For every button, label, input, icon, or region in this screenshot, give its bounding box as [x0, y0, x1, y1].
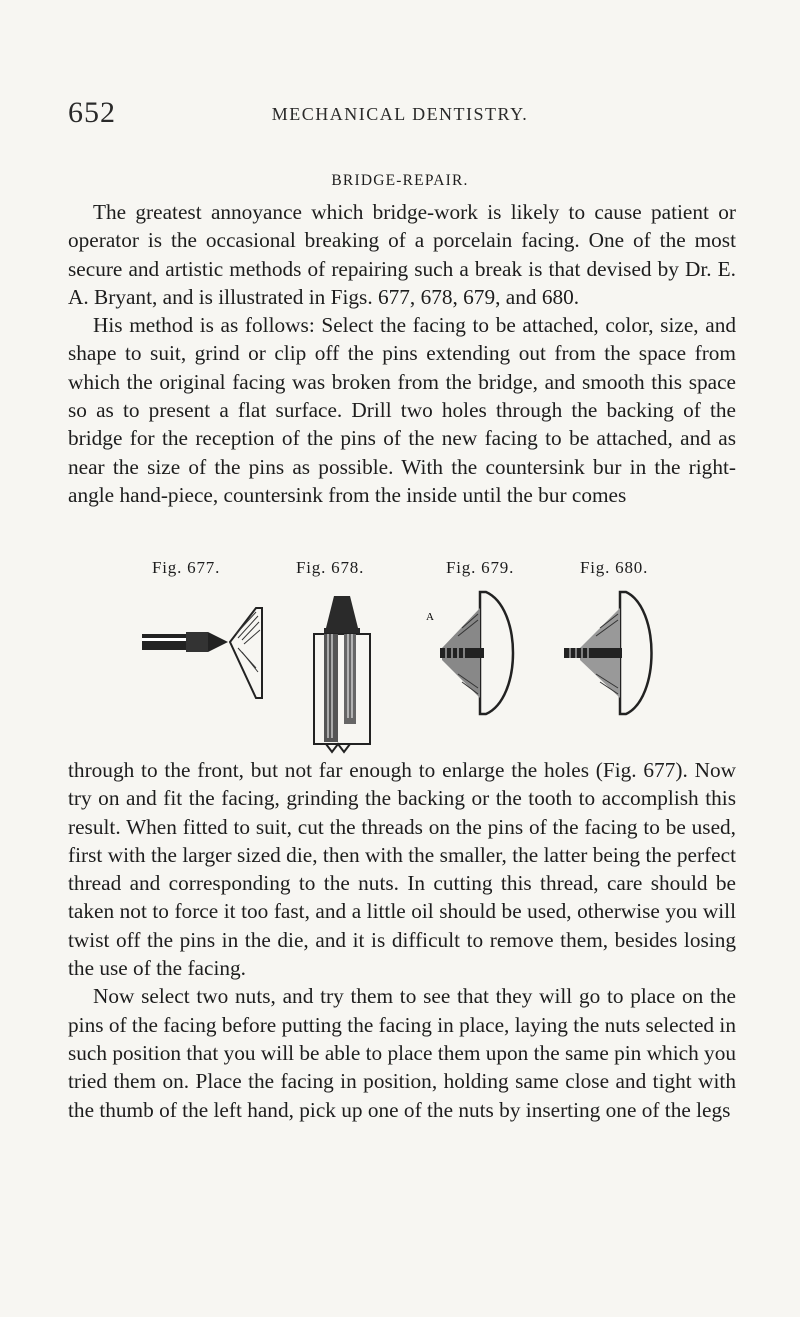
figure-caption-680: Fig. 680. — [580, 558, 649, 577]
figure-caption-678: Fig. 678. — [296, 558, 365, 577]
facing-with-nut-figure-icon — [422, 588, 532, 718]
paragraph: His method is as follows: Select the facing to be attached, color, size, and shape to suit, grind or clip off the pins extending out from the space from which the original facing was broken from the bridge, and smooth this space so as to present a flat surface. Drill two holes through the backing of the bridge for the reception of the pins of the new facing to be attached, and as near the size of the pins as possible. With the countersink bur in the right-angle hand-piece, countersink from the inside until the bur comes — [68, 313, 736, 507]
paragraph: through to the front, but not far enough to enlarge the holes (Fig. 677). Now try on and fit the facing, grinding the backing or the tooth to accomplish this result. When fitted to suit, cut the threads on the pins of the facing to be used, first with the larger sized die, then with the smaller, the latter being the perfect thread and corresponding to the nuts. In cutting this thread, care should be taken not to force it too fast, and a little oil should be used, otherwise you will twist off the pins in the die, and it is difficult to remove them, besides losing the use of the facing. — [68, 758, 736, 981]
figure-label-a: A — [426, 611, 434, 623]
figure-caption-679: Fig. 679. — [446, 558, 515, 577]
figure-group — [0, 558, 800, 758]
body-text-top — [68, 198, 736, 509]
body-text-bottom — [68, 756, 736, 1124]
running-title: MECHANICAL DENTISTRY. — [271, 104, 529, 124]
running-head — [0, 96, 800, 136]
page-number: 652 — [68, 96, 116, 129]
countersink-bur-figure-icon — [138, 588, 268, 708]
figure-caption-677: Fig. 677. — [152, 558, 221, 577]
paragraph: Now select two nuts, and try them to see that they will go to place on the pins of the facing before putting the facing in place, laying the nuts selected in such position that you will be able to place them upon the same pin which you tried them on. Place the facing in position, holding same close and tight with the thumb of the left hand, pick up one of the nuts by inserting one of the legs — [68, 984, 736, 1122]
section-heading: BRIDGE-REPAIR. — [331, 172, 469, 189]
tooth-facing-pins-figure-icon — [298, 588, 388, 758]
paragraph: The greatest annoyance which bridge-work is likely to cause patient or operator is the occasional breaking of a porcelain facing. One of the most secure and artistic methods of repairing such a break is that devised by Dr. E. A. Bryant, and is illustrated in Figs. 677, 678, 679, and 680. — [68, 200, 736, 309]
facing-attached-figure-icon — [556, 588, 666, 718]
